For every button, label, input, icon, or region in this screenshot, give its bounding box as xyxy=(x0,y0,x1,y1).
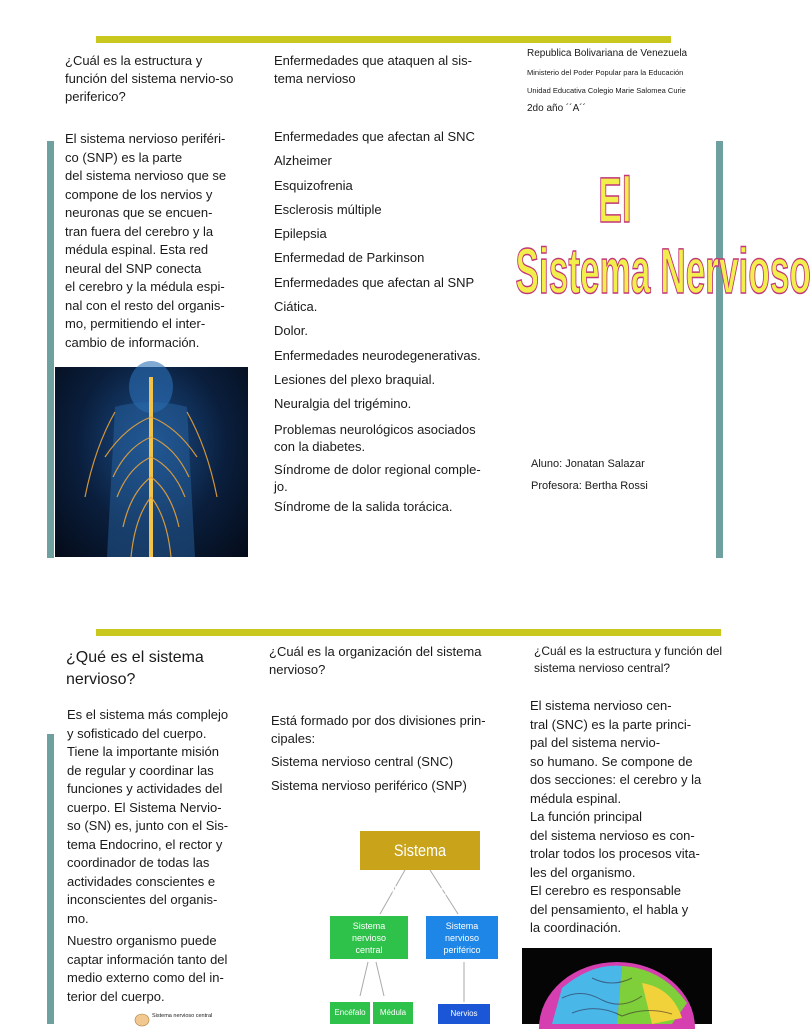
organization-question: ¿Cuál es la organización del sistema nervioso? xyxy=(269,644,482,677)
text-line: médula espinal. xyxy=(530,790,622,806)
text-line: pal del sistema nervio- xyxy=(530,735,661,750)
list-item: jo. xyxy=(274,478,288,494)
text-line: Es el sistema más complejo xyxy=(67,707,229,722)
diagram-peripheral-label: Sistema nervioso periférico xyxy=(443,920,481,955)
text-line: cambio de información. xyxy=(65,334,200,350)
text-line: actividades conscientes e xyxy=(67,873,216,889)
thumbnail-brain-icon xyxy=(134,1012,150,1024)
grade-header: 2do año ´´A´´ xyxy=(527,103,586,114)
snp-question: ¿Cuál es la estructura y función del sistema nervio-so periferico? xyxy=(65,53,234,104)
cns-body xyxy=(530,697,720,938)
text-line: nal con el resto del organis- xyxy=(65,297,225,313)
text-line: Nuestro organismo puede xyxy=(67,933,217,948)
cover-title-line1: El xyxy=(598,164,632,236)
text-line: neuronas que se encuen- xyxy=(65,205,213,220)
list-item: Esquizofrenia xyxy=(274,177,353,193)
text-line: terior del cuerpo. xyxy=(67,988,165,1004)
text-line: funciones y actividades del xyxy=(67,781,223,796)
left-accent-bar-2 xyxy=(47,734,54,1024)
list-item: Enfermedad de Parkinson xyxy=(274,250,425,266)
diagram-leaf-label: Médula xyxy=(379,1008,407,1017)
list-item: Enfermedades que afectan al SNP xyxy=(274,274,475,290)
ministry-header: Ministerio del Poder Popular para la Educación xyxy=(527,68,684,77)
text-line: neural del SNP conecta xyxy=(65,260,202,276)
list-item: Enfermedades que afectan al SNC xyxy=(274,129,475,144)
text-line: y sofisticado del cuerpo. xyxy=(67,725,207,741)
text-line: Tiene la importante misión xyxy=(67,744,219,759)
text-line: cuerpo. El Sistema Nervio- xyxy=(67,799,222,815)
thumbnail-caption: Sistema nervioso central xyxy=(152,1013,213,1019)
diseases-list xyxy=(274,125,504,519)
text-line: tral (SNC) es la parte princi- xyxy=(530,716,692,732)
diagram-leaf-label: Encéfalo xyxy=(334,1008,366,1017)
text-line: mo. xyxy=(67,910,89,926)
list-item: Enfermedades neurodegenerativas. xyxy=(274,347,481,363)
snp-body xyxy=(65,130,250,352)
list-item: Síndrome de dolor regional comple- xyxy=(274,461,481,477)
text-line: El cerebro es responsable xyxy=(530,883,682,898)
diseases-question: Enfermedades que ataquen al sis-tema nervioso xyxy=(274,53,473,86)
cns-question: ¿Cuál es la estructura y función del sistema nervioso central? xyxy=(534,644,723,675)
text-line: El sistema nervioso cen- xyxy=(530,698,672,713)
list-item: Epilepsia xyxy=(274,226,327,242)
cover-header xyxy=(527,44,727,118)
top-rule-1 xyxy=(96,36,671,43)
text-line: del pensamiento, el habla y xyxy=(530,901,689,917)
student-name: Aluno: Jonatan Salazar xyxy=(531,458,645,470)
text-line: El sistema nervioso periféri- xyxy=(65,131,226,146)
text-line: compone de los nervios y xyxy=(65,186,213,202)
text-line: de regular y coordinar las xyxy=(67,762,214,778)
what-is-question: ¿Qué es el sistema nervioso? xyxy=(66,649,204,688)
cover-title-line2: Sistema Nervioso xyxy=(515,235,811,307)
diagram-root-box xyxy=(360,831,480,899)
text-line: medio externo como del in- xyxy=(67,970,224,985)
text-line: mo, permitiendo el inter- xyxy=(65,316,206,331)
list-item: Problemas neurológicos asociados xyxy=(274,421,476,437)
text-line: inconscientes del organis- xyxy=(67,892,218,907)
division-snc: Sistema nervioso central (SNC) xyxy=(271,754,454,769)
organization-diagram xyxy=(320,826,520,1024)
text-line: so (SN) es, junto con el Sis- xyxy=(67,818,229,833)
diagram-leaf-nervios xyxy=(438,1004,490,1024)
division-snp: Sistema nervioso periférico (SNP) xyxy=(271,778,467,793)
text-line: cipales: xyxy=(271,731,316,746)
text-line: coordinador de todas las xyxy=(67,855,210,870)
text-line: Está formado por dos divisiones prin- xyxy=(271,713,486,728)
cns-thumbnail xyxy=(134,1012,234,1024)
text-line: trolar todos los procesos vita- xyxy=(530,846,700,861)
brain-image xyxy=(522,948,712,1024)
top-rule-2 xyxy=(96,629,721,636)
text-line: co (SNP) es la parte xyxy=(65,149,183,165)
diagram-peripheral-box xyxy=(426,916,498,959)
text-line: médula espinal. Esta red xyxy=(65,242,209,257)
right-accent-bar-1 xyxy=(716,141,723,558)
list-item: Síndrome de la salida torácica. xyxy=(274,498,453,514)
diagram-central-label: Sistema nervioso central xyxy=(351,920,387,955)
list-item: Dolor. xyxy=(274,323,308,339)
text-line: so humano. Se compone de xyxy=(530,753,693,769)
text-line: tema Endocrino, el rector y xyxy=(67,836,223,852)
diagram-root-label: Sistema Nervioso xyxy=(391,841,449,899)
text-line: dos secciones: el cerebro y la xyxy=(530,772,702,787)
text-line: el cerebro y la médula espi- xyxy=(65,279,225,294)
list-item: Ciática. xyxy=(274,299,318,315)
diagram-leaf-encefalo xyxy=(330,1002,370,1024)
list-item: con la diabetes. xyxy=(274,438,366,454)
diagram-leaf-medula xyxy=(373,1002,413,1024)
text-line: captar información tanto del xyxy=(67,951,228,967)
nervous-system-body-image xyxy=(55,367,248,557)
text-line: tran fuera del cerebro y la xyxy=(65,223,214,239)
left-accent-bar-1 xyxy=(47,141,54,558)
what-is-body xyxy=(67,706,247,1006)
text-line: la coordinación. xyxy=(530,920,622,935)
text-line: La función principal xyxy=(530,809,643,824)
list-item: Neuralgia del trigémino. xyxy=(274,396,412,412)
list-item: Esclerosis múltiple xyxy=(274,201,382,217)
country-header: Republica Bolivariana de Venezuela xyxy=(527,48,688,59)
teacher-name: Profesora: Bertha Rossi xyxy=(531,480,648,492)
list-item: Alzheimer xyxy=(274,153,332,169)
school-header: Unidad Educativa Colegio Marie Salomea Curie xyxy=(527,86,686,95)
organization-body xyxy=(271,712,511,798)
text-line: les del organismo. xyxy=(530,864,636,880)
list-item: Lesiones del plexo braquial. xyxy=(274,371,436,387)
text-line: del sistema nervioso es con- xyxy=(530,827,695,843)
text-line: del sistema nervioso que se xyxy=(65,168,227,183)
diagram-leaf-label: Nervios xyxy=(450,1009,478,1018)
diagram-central-box xyxy=(330,916,408,959)
